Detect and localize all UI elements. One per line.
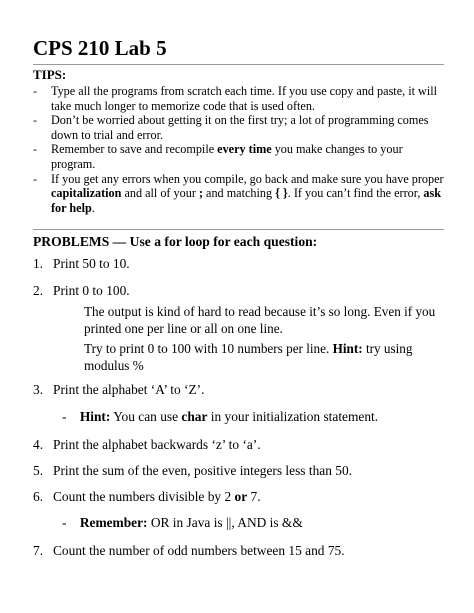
tip-item <box>33 172 445 216</box>
tip-text: . <box>91 200 95 215</box>
tip-text: Type all the programs from scratch each time. If you use copy and paste, it will take much longer to memorize code that is used often. <box>51 84 437 113</box>
divider <box>33 229 444 230</box>
dash-bullet: - <box>33 113 37 128</box>
problem-emphasis: or <box>234 489 248 504</box>
tip-text: you make changes to your program. <box>51 142 403 171</box>
note-text: try using modulus % <box>84 341 413 373</box>
problem-hint <box>62 515 442 531</box>
tips-list <box>33 84 445 215</box>
problem-number: 5. <box>33 463 44 478</box>
dash-bullet: - <box>62 515 67 530</box>
problem-text: Count the numbers divisible by 2 <box>53 489 235 504</box>
note-text: Try to print 0 to 100 with 10 numbers per line. <box>84 341 333 356</box>
hint-emphasis: char <box>181 409 208 424</box>
tip-emphasis: every time <box>217 142 272 157</box>
hint-text: OR in Java is ||, AND is && <box>147 515 303 530</box>
problem-hint <box>62 409 442 425</box>
problem-item <box>33 283 443 299</box>
dash-bullet: - <box>62 409 67 424</box>
problem-text: Print the alphabet backwards ‘z’ to ‘a’. <box>53 437 261 452</box>
dash-bullet: - <box>33 171 37 186</box>
problem-number: 3. <box>33 382 44 397</box>
tips-heading: TIPS: <box>33 67 67 82</box>
problem-text: Print the sum of the even, positive integers less than 50. <box>53 463 353 478</box>
hint-text: in your initialization statement. <box>207 409 379 424</box>
problem-text: Count the number of odd numbers between 15 and 75. <box>53 543 345 558</box>
tip-item <box>33 84 445 113</box>
tip-emphasis: { } <box>275 186 288 201</box>
problem-item <box>33 543 443 559</box>
tip-text: and all of your <box>121 186 199 201</box>
problem-text: Print 50 to 10. <box>53 256 130 271</box>
problems-heading: PROBLEMS — Use a for loop for each question: <box>33 234 318 249</box>
problem-number: 2. <box>33 283 44 298</box>
tip-emphasis: ask for help <box>51 186 442 215</box>
problem-item <box>33 437 443 453</box>
problem-number: 6. <box>33 489 44 504</box>
tip-emphasis: ; <box>198 186 203 201</box>
problem-item <box>33 382 443 398</box>
hint-text: You can use <box>110 409 182 424</box>
tip-text: Remember to save and recompile <box>51 142 218 157</box>
hint-emphasis: Hint: <box>79 409 111 424</box>
problem-text: 7. <box>247 489 261 504</box>
note-emphasis: Hint: <box>332 341 363 356</box>
problem-item <box>33 463 443 479</box>
page-title: CPS 210 Lab 5 <box>33 36 167 60</box>
tip-text: If you get any errors when you compile, go back and make sure you have proper <box>51 171 444 186</box>
problem-text: Print the alphabet ‘A’ to ‘Z’. <box>53 382 205 397</box>
tip-text: and matching <box>203 186 276 201</box>
tip-text: . If you can’t find the error, <box>287 186 424 201</box>
problem-item <box>33 256 443 272</box>
dash-bullet: - <box>33 84 37 98</box>
problem-note: The output is kind of hard to read because it’s so long. Even if you printed one per line or all on one line. <box>84 304 436 336</box>
problem-number: 1. <box>33 256 44 271</box>
tip-emphasis: capitalization <box>51 186 122 201</box>
tip-item <box>33 113 445 142</box>
problem-number: 7. <box>33 543 44 558</box>
problem-item <box>33 489 443 505</box>
problem-note <box>84 341 444 374</box>
divider <box>33 64 444 65</box>
hint-emphasis: Remember: <box>79 515 148 530</box>
problem-number: 4. <box>33 437 44 452</box>
problem-text: Print 0 to 100. <box>53 283 130 298</box>
dash-bullet: - <box>33 142 37 157</box>
tip-text: Don’t be worried about getting it on the first try; a lot of programming comes down to trial and error. <box>51 113 429 142</box>
tip-item <box>33 142 445 171</box>
